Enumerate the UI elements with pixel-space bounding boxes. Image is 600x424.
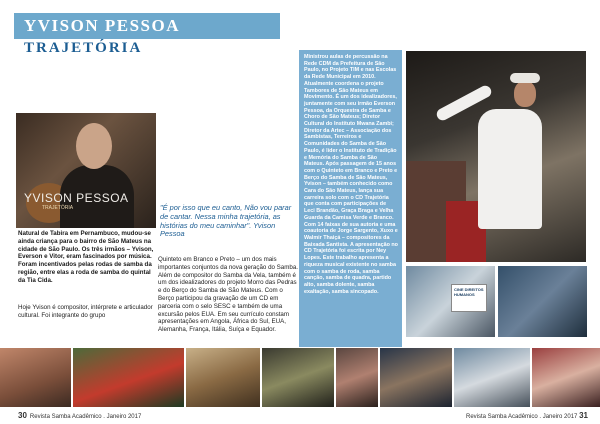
title-bar [14, 13, 280, 39]
page-number-left: 30 [18, 411, 27, 420]
artist-name: YVISON PESSOA [24, 16, 181, 35]
event-sign: CINE DIREITOS HUMANOS [451, 284, 487, 312]
section-title: TRAJETÓRIA [24, 40, 143, 56]
blue-column-text: Ministrou aulas de percussão na Rede CDM da Prefeitura de São Paulo, no Projeto TIM e nas Escolas da Rede Municipal em 2010. Atualmente coordena o projeto Tambores de São Mateus em Movimento. É um dos idealizadores, juntamente com seu irmão Everson Pessoa, da Orquestra de Samba e Choro de São Mateus; Diretor Cultural do Instituto Mwana Zambi; Diretor da Artec – Associação dos Sambistas, Terreiros e Comunidades do Samba de São Paulo, é líder o Instituto de Tradição e Memória do Samba de São Mateus. Após passagem de 15 anos com o Quinteto em Branco e Preto e Berço do Samba de São Mateus, Yvison – também conhecido como Cara do São Mateus, lança sua carreira solo com o CD Trajetória que conta com participações de Leci Brandão, Graça Braga e Velha Guarda da Camisa Verde e Branco. Com 14 faixas de sua autoria e uma coautoria de Jorge Sargento, Xuxo e Walmir Thaiçá – compositores da Baixada Santista. A apresentação no CD Trajetória foi escrita por Ney Lopes. Este trabalho apresenta a riqueza musical existente no samba com o samba de roda, samba canção, samba de quadra, partido alto, samba dolente, samba exaltação, samba sincopado. [304, 54, 398, 295]
strip-photo-1 [0, 348, 71, 407]
paragraph-2: Hoje Yvison é compositor, intérprete e articulador cultural. Foi integrante do grupo [18, 304, 153, 319]
cover-subtitle: TRAJETÓRIA [42, 205, 74, 211]
page-number-right: 31 [579, 411, 588, 420]
album-cover-photo [16, 113, 156, 228]
strip-photo-8 [532, 348, 600, 407]
event-photo-1 [406, 266, 495, 337]
strip-photo-6 [380, 348, 452, 407]
cover-title: YVISON PESSOA [24, 191, 129, 205]
singer-face [514, 81, 536, 107]
singer-shirt [478, 109, 542, 229]
footer-right-text: Revista Samba Acadêmico . Janeiro 2017 [466, 414, 578, 420]
event-photo-2 [498, 266, 587, 337]
main-performance-photo [406, 51, 586, 262]
strip-photo-5 [336, 348, 378, 407]
footer-left [18, 411, 141, 420]
footer-right [466, 411, 591, 420]
lead-paragraph: Natural de Tabira em Pernambuco, mudou-se ainda criança para o bairro de São Mateus na cidade de São Paulo. Os três irmãos – Yvison, Everson e Vitor, eram fascinados por música. Foram incentivados pelas rodas de samba da região, entre elas a roda de samba do quintal da Tia Cida. [18, 230, 154, 284]
figure-face [76, 123, 112, 169]
strip-photo-3 [186, 348, 260, 407]
blue-text-column [299, 50, 402, 347]
strip-photo-7 [454, 348, 530, 407]
footer-left-text: Revista Samba Acadêmico . Janeiro 2017 [29, 414, 142, 420]
singer-hat [510, 73, 540, 83]
paragraph-3: Quinteto em Branco e Preto – um dos mais importantes conjuntos da nova geração do Samba. Além de compositor do Samba da Vela, também é um dos idealizadores do projeto Morro das Pedras e do Berço do Samba de São Mateus. Com o Berço participou da gravação de um CD em parceria com o selo SESC e também de uma excursão pelos EUA. Em seu currículo constam apresentações em Angola, África do Sul, EUA, Alemanha, França, Itália, Suíça e Equador. [158, 256, 298, 334]
pull-quote: "É por isso que eu canto, Não vou parar de cantar. Nessa minha trajetória, as histórias do meu caminhar". Yvison Pessoa [160, 203, 292, 239]
strip-photo-2 [73, 348, 184, 407]
strip-photo-4 [262, 348, 334, 407]
